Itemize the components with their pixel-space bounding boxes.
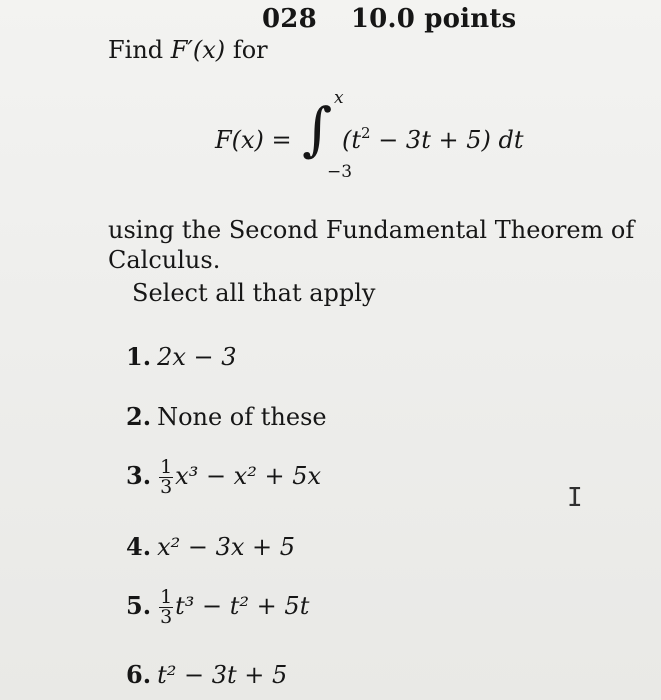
prompt-function: F′(x) (170, 36, 226, 64)
prompt-suffix: for (232, 36, 268, 64)
option-number: 6. (126, 660, 152, 689)
option-text: t³ − t² + 5t (175, 592, 310, 620)
integral-sign: ∫ (302, 95, 333, 163)
text-cursor-icon: I (567, 483, 583, 513)
answer-option-2[interactable] (126, 402, 327, 431)
integrand (342, 126, 523, 154)
prompt-prefix: Find (108, 36, 164, 64)
option-text: t² − 3t + 5 (157, 661, 288, 689)
integral-lower-limit: −3 (327, 162, 353, 182)
fraction-denominator: 3 (160, 606, 173, 628)
answer-option-4[interactable] (126, 532, 295, 561)
fraction-denominator: 3 (160, 476, 173, 498)
integrand-open: (t (342, 126, 362, 154)
integrand-rest: − 3t + 5) dt (370, 126, 524, 154)
integrand-exponent: 2 (361, 124, 371, 142)
question-number: 028 (262, 4, 317, 34)
answer-option-3[interactable] (126, 458, 321, 497)
option-number: 1. (126, 342, 152, 371)
question-points: 10.0 points (350, 4, 517, 34)
option-text: x² − 3x + 5 (157, 533, 296, 561)
fraction-numerator: 1 (160, 456, 173, 478)
option-fraction (159, 458, 173, 497)
option-number: 2. (126, 402, 152, 431)
answer-option-1[interactable] (126, 342, 237, 371)
option-text: x³ − x² + 5x (175, 462, 322, 490)
select-all-label: Select all that apply (132, 279, 376, 307)
equation-lhs: F(x) = (215, 126, 292, 154)
option-number: 3. (126, 461, 152, 490)
fraction-numerator: 1 (160, 586, 173, 608)
option-fraction (159, 588, 173, 627)
integral-upper-limit: x (334, 88, 344, 108)
instructions-text: using the Second Fundamental Theorem of Calculus. (108, 216, 635, 274)
answer-option-6[interactable] (126, 660, 287, 689)
question-header (262, 4, 516, 34)
integral-equation (215, 88, 555, 188)
option-number: 4. (126, 532, 152, 561)
option-text: None of these (157, 403, 327, 431)
question-prompt (108, 36, 268, 64)
option-number: 5. (126, 591, 152, 620)
answer-option-5[interactable] (126, 588, 309, 627)
option-text: 2x − 3 (157, 343, 237, 371)
